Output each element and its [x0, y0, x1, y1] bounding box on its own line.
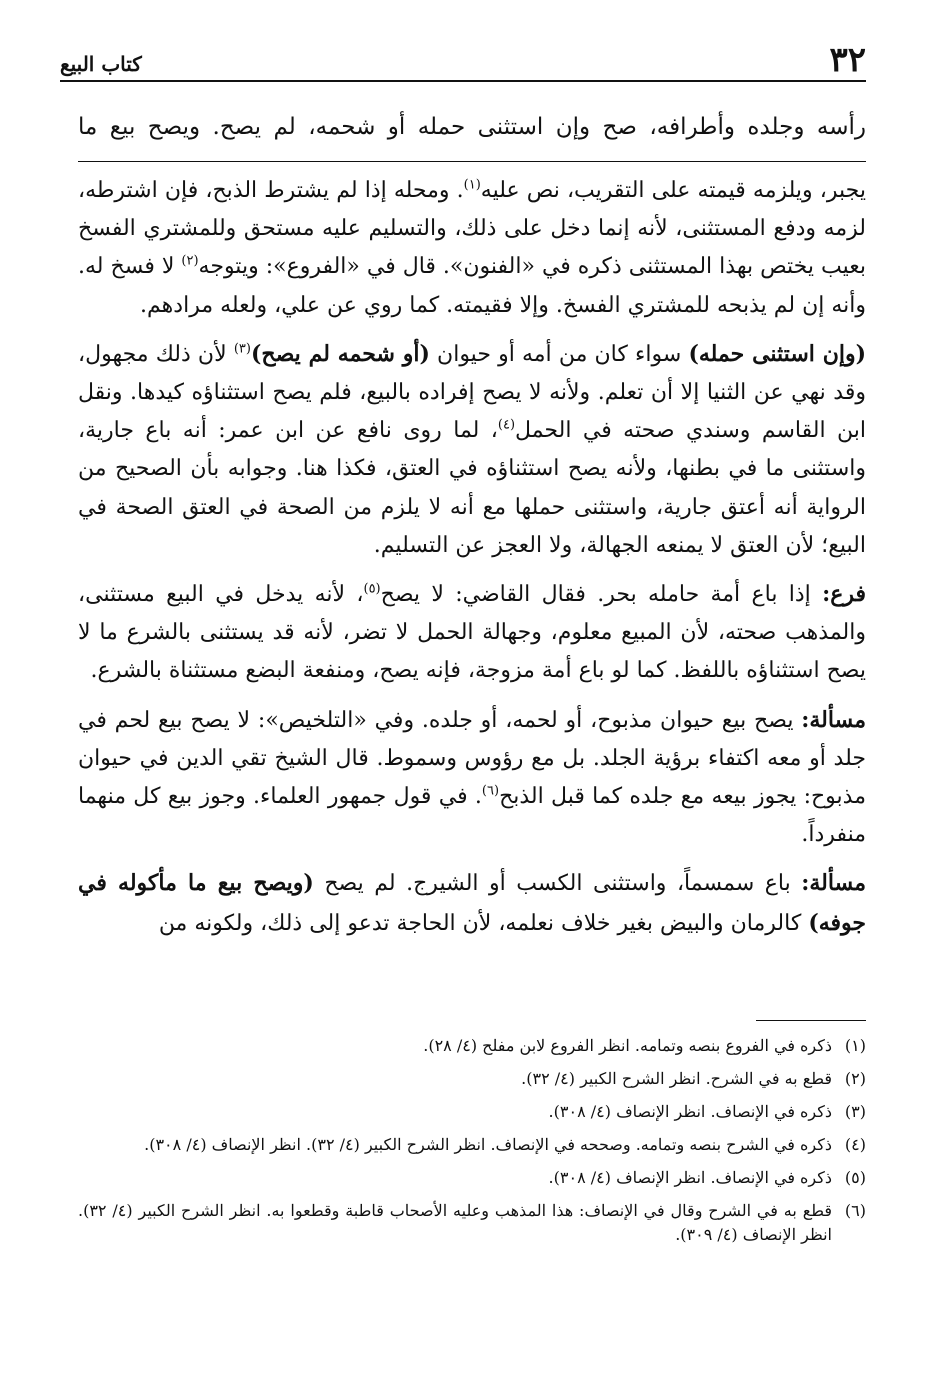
- footnote-ref: (٥): [363, 581, 381, 597]
- footnote-text: ذكره في الشرح بنصه وتمامه. وصححه في الإنصاف. انظر الشرح الكبير (٤/ ٣٢). انظر الإنصاف (٤/ ٣٠٨).: [144, 1135, 832, 1154]
- paragraph: [78, 335, 866, 565]
- footnote-number: (١): [844, 1036, 866, 1055]
- footnote-text: ذكره في الفروع بنصه وتمامه. انظر الفروع لابن مفلح (٤/ ٢٨).: [423, 1036, 832, 1055]
- footnote: [78, 1100, 866, 1124]
- footnote-number: (٤): [844, 1135, 866, 1154]
- bold-text: فرع:: [822, 581, 866, 608]
- text-run: ، لأنه يدخل في البيع مستثنى، والمذهب صحته، لأن المبيع معلوم، وجهالة الحمل لا تضر، لأنه قد يستثنى بالشرع ما لا يصح استثناؤه باللفظ. كما لو باع أمة مزوجة، فإنه يصح، ومنفعة البضع مستثناة بالشرع.: [78, 582, 866, 684]
- footnote-text: ذكره في الإنصاف. انظر الإنصاف (٤/ ٣٠٨).: [548, 1168, 832, 1187]
- bold-text: (أو شحمه لم يصح): [250, 340, 430, 367]
- text-run: ، لما روى نافع عن ابن عمر: أنه باع جارية، واستثنى ما في بطنها، ولأنه يصح استثناؤه في العتق، فكذا هنا. وجوابه بأن الصحيح من الرواية أنه أعتق جارية، واستثنى حملها مع أنه لا يلزم من الصحة في العتق الصحة في البيع؛ لأن العتق لا يمنعه الجهالة، ولا العجز عن التسليم.: [78, 418, 866, 558]
- footnote-ref: (٦): [481, 783, 500, 799]
- bold-text: مسألة:: [801, 870, 866, 897]
- text-run: يصح بيع حيوان مذبوح، أو لحمه، أو جلده. وفي «التلخيص»: لا يصح بيع لحم في جلد أو معه اكتفاء برؤية الجلد. بل مع رؤوس وسموط. قال الشيخ تقي الدين في حيوان مذبوح: يجوز بيعه مع جلده كما قبل الذبح: [78, 707, 866, 810]
- bold-text: (وإن استثنى حمله): [688, 340, 866, 367]
- footnotes: [78, 1034, 866, 1256]
- bold-text: مسألة:: [801, 706, 866, 733]
- text-run: إذا باع أمة حامله بحر. فقال القاضي: لا يصح: [380, 582, 823, 608]
- paragraph: [78, 575, 866, 691]
- page-header: [60, 40, 866, 82]
- footnote-number: (٣): [844, 1102, 866, 1121]
- paragraph: [78, 172, 866, 325]
- footnote: [78, 1034, 866, 1058]
- paragraph: [78, 864, 866, 942]
- footnote: [78, 1199, 866, 1247]
- matn-divider: [78, 161, 866, 162]
- footnote-ref: (١): [463, 177, 481, 193]
- footnote-number: (٦): [844, 1201, 866, 1220]
- commentary-text: [78, 172, 866, 953]
- matn-line: رأسه وجلده وأطرافه، صح وإن استثنى حمله أو شحمه، لم يصح. ويصح بيع ما: [78, 114, 866, 140]
- footnote-text: قطع به في الشرح. انظر الشرح الكبير (٤/ ٣٢).: [521, 1069, 832, 1088]
- text-run: يجبر، ويلزمه قيمته على التقريب، نص عليه: [480, 178, 866, 203]
- text-run: . ومحله إذا لم يشترط الذبح، فإن اشترطه، لزمه ودفع المستثنى، لأنه إنما دخل على ذلك، والتسليم عليه مستحق وللمشتري الفسخ بعيب يختص بهذا المستثنى ذكره في «الفنون». قال في «الفروع»: ويتوجه: [78, 178, 866, 280]
- footnote-number: (٥): [844, 1168, 866, 1187]
- footnote-ref: (٢): [181, 254, 199, 270]
- text-run: سواء كان من أمه أو حيوان: [429, 341, 689, 367]
- footnote-ref: (٤): [497, 417, 516, 433]
- footnote-ref: (٣): [233, 341, 251, 357]
- text-run: . في قول جمهور العلماء. وجوز بيع كل منهما منفرداً.: [78, 784, 866, 848]
- page-number: ٣٢: [829, 40, 866, 80]
- footnote: [78, 1133, 866, 1157]
- text-run: لا فسخ له. وأنه إن لم يذبحه للمشتري الفسخ. وإلا فقيمته. كما روي عن علي، ولعله مرادهم.: [78, 254, 866, 318]
- paragraph: [78, 701, 866, 855]
- footnote-number: (٢): [844, 1069, 866, 1088]
- text-run: كالرمان والبيض بغير خلاف نعلمه، لأن الحاجة تدعو إلى ذلك، ولكونه من: [158, 910, 809, 936]
- book-title: كتاب البيع: [60, 52, 142, 76]
- footnote: [78, 1166, 866, 1190]
- footnote-text: ذكره في الإنصاف. انظر الإنصاف (٤/ ٣٠٨).: [548, 1102, 832, 1121]
- footnote-divider: [756, 1020, 866, 1021]
- text-run: باع سمسماً، واستثنى الكسب أو الشيرج. لم يصح: [313, 871, 802, 897]
- bold-text: (ويصح بيع ما مأكوله في جوفه): [78, 870, 866, 936]
- text-run: لأن ذلك مجهول، وقد نهي عن الثنيا إلا أن تعلم. ولأنه لا يصح إفراده بالبيع، فلم يصح استثناؤه كيدها. ونقل ابن القاسم وسندي صحته في الحمل: [78, 341, 866, 444]
- footnote-text: قطع به في الشرح وقال في الإنصاف: هذا المذهب وعليه الأصحاب قاطبة وقطعوا به. انظر الشرح الكبير (٤/ ٣٢). انظر الإنصاف (٤/ ٣٠٩).: [78, 1201, 832, 1244]
- footnote: [78, 1067, 866, 1091]
